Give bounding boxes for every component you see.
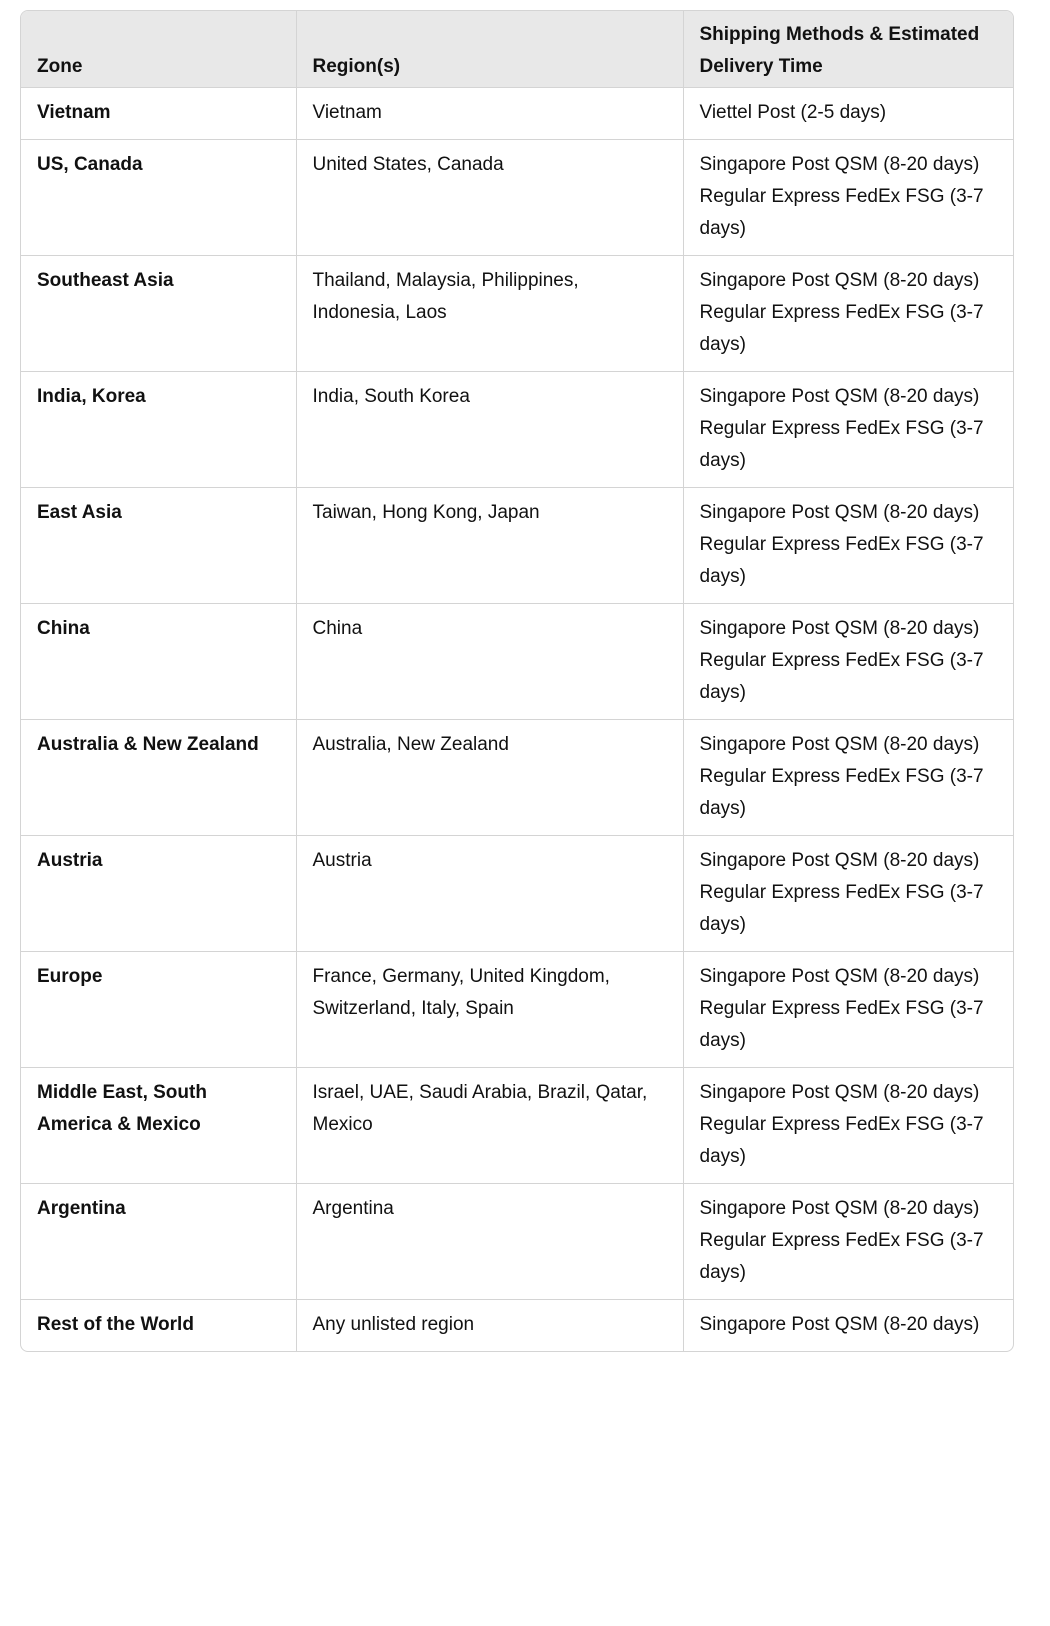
- shipping-method: Singapore Post QSM (8-20 days): [699, 618, 980, 639]
- shipping-method: Regular Express FedEx FSG (3-7 days): [699, 418, 984, 471]
- shipping-methods-cell: [683, 88, 1013, 140]
- table-row: [21, 372, 1013, 488]
- shipping-method: Regular Express FedEx FSG (3-7 days): [699, 882, 984, 935]
- shipping-methods-cell: [683, 836, 1013, 952]
- shipping-method: Regular Express FedEx FSG (3-7 days): [699, 650, 984, 703]
- table-row: [21, 720, 1013, 836]
- zone-cell: Rest of the World: [21, 1300, 296, 1352]
- regions-cell: India, South Korea: [296, 372, 683, 488]
- table-row: [21, 256, 1013, 372]
- shipping-method: Regular Express FedEx FSG (3-7 days): [699, 302, 984, 355]
- shipping-method: Regular Express FedEx FSG (3-7 days): [699, 534, 984, 587]
- shipping-method: Regular Express FedEx FSG (3-7 days): [699, 1230, 984, 1283]
- regions-cell: Australia, New Zealand: [296, 720, 683, 836]
- shipping-methods-cell: [683, 720, 1013, 836]
- shipping-methods-cell: [683, 256, 1013, 372]
- table-header: [21, 11, 1013, 88]
- regions-cell: Thailand, Malaysia, Philippines, Indonesia, Laos: [296, 256, 683, 372]
- zone-cell: Argentina: [21, 1184, 296, 1300]
- shipping-method: Singapore Post QSM (8-20 days): [699, 1082, 980, 1103]
- regions-cell: Vietnam: [296, 88, 683, 140]
- regions-cell: Argentina: [296, 1184, 683, 1300]
- table-row: [21, 836, 1013, 952]
- table-row: [21, 604, 1013, 720]
- shipping-methods-cell: [683, 604, 1013, 720]
- regions-cell: Austria: [296, 836, 683, 952]
- zone-cell: East Asia: [21, 488, 296, 604]
- shipping-method: Singapore Post QSM (8-20 days): [699, 502, 980, 523]
- zone-cell: India, Korea: [21, 372, 296, 488]
- table-row: [21, 952, 1013, 1068]
- shipping-methods-cell: [683, 1068, 1013, 1184]
- shipping-methods-cell: [683, 1184, 1013, 1300]
- shipping-methods-cell: [683, 488, 1013, 604]
- shipping-method: Singapore Post QSM (8-20 days): [699, 734, 980, 755]
- table-row: [21, 1300, 1013, 1352]
- shipping-method: Singapore Post QSM (8-20 days): [699, 386, 980, 407]
- shipping-method: Regular Express FedEx FSG (3-7 days): [699, 186, 984, 239]
- table-row: [21, 1184, 1013, 1300]
- table-row: [21, 488, 1013, 604]
- regions-cell: Israel, UAE, Saudi Arabia, Brazil, Qatar, Mexico: [296, 1068, 683, 1184]
- shipping-method: Singapore Post QSM (8-20 days): [699, 850, 980, 871]
- shipping-zones-table: [21, 11, 1013, 1351]
- regions-cell: France, Germany, United Kingdom, Switzerland, Italy, Spain: [296, 952, 683, 1068]
- zone-cell: Europe: [21, 952, 296, 1068]
- zone-cell: US, Canada: [21, 140, 296, 256]
- shipping-method: Singapore Post QSM (8-20 days): [699, 270, 980, 291]
- header-zone: Zone: [21, 11, 296, 88]
- shipping-method: Regular Express FedEx FSG (3-7 days): [699, 1114, 984, 1167]
- shipping-method: Singapore Post QSM (8-20 days): [699, 1198, 980, 1219]
- shipping-method: Regular Express FedEx FSG (3-7 days): [699, 998, 984, 1051]
- zone-cell: Australia & New Zealand: [21, 720, 296, 836]
- table-body: [21, 88, 1013, 1352]
- shipping-methods-cell: [683, 1300, 1013, 1352]
- regions-cell: Any unlisted region: [296, 1300, 683, 1352]
- zone-cell: Middle East, South America & Mexico: [21, 1068, 296, 1184]
- shipping-methods-cell: [683, 372, 1013, 488]
- header-row: [21, 11, 1013, 88]
- shipping-methods-cell: [683, 140, 1013, 256]
- shipping-method: Regular Express FedEx FSG (3-7 days): [699, 766, 984, 819]
- table-row: [21, 1068, 1013, 1184]
- shipping-method: Singapore Post QSM (8-20 days): [699, 966, 980, 987]
- shipping-method: Singapore Post QSM (8-20 days): [699, 1314, 980, 1335]
- zone-cell: Austria: [21, 836, 296, 952]
- zone-cell: Southeast Asia: [21, 256, 296, 372]
- zone-cell: China: [21, 604, 296, 720]
- shipping-methods-cell: [683, 952, 1013, 1068]
- shipping-table-container: [20, 10, 1014, 1352]
- header-shipping-methods: Shipping Methods & Estimated Delivery Time: [683, 11, 1013, 88]
- header-regions: Region(s): [296, 11, 683, 88]
- table-row: [21, 88, 1013, 140]
- table-row: [21, 140, 1013, 256]
- regions-cell: Taiwan, Hong Kong, Japan: [296, 488, 683, 604]
- shipping-method: Singapore Post QSM (8-20 days): [699, 154, 980, 175]
- zone-cell: Vietnam: [21, 88, 296, 140]
- shipping-method: Viettel Post (2-5 days): [699, 102, 887, 123]
- regions-cell: China: [296, 604, 683, 720]
- regions-cell: United States, Canada: [296, 140, 683, 256]
